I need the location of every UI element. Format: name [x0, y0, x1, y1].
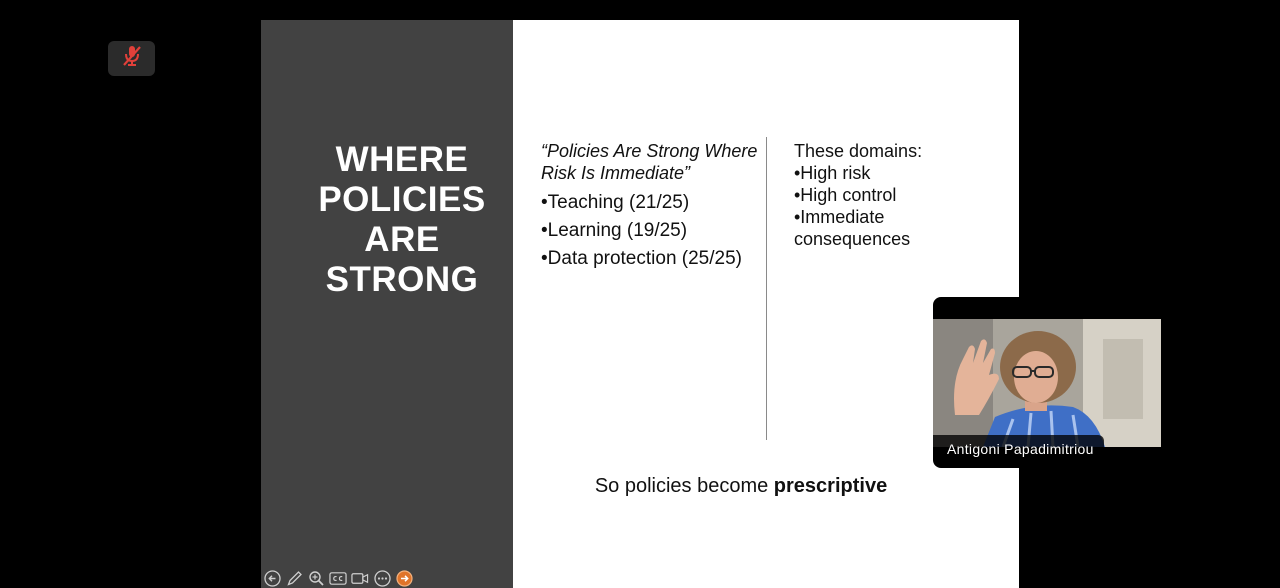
column-divider — [766, 137, 767, 440]
domains-heading: These domains: — [794, 141, 923, 161]
slide-title — [261, 140, 543, 300]
slide-conclusion — [531, 475, 951, 498]
slide-title-line: POLICIES — [318, 180, 486, 219]
participant-video-feed — [933, 319, 1161, 447]
domain-item: •High risk — [794, 163, 871, 183]
captions-icon[interactable] — [329, 569, 347, 587]
conclusion-text: So policies become — [594, 475, 774, 497]
video-icon[interactable] — [351, 569, 369, 587]
more-icon[interactable] — [373, 569, 391, 587]
domain-item: •High control — [794, 185, 897, 205]
slide-title-panel — [261, 20, 513, 588]
zoom-icon[interactable] — [307, 569, 325, 587]
slide-title-line: WHERE — [335, 140, 469, 179]
slide-title-line: ARE — [364, 220, 440, 259]
evidence-column — [541, 140, 761, 273]
participant-video-tile[interactable] — [933, 297, 1161, 468]
conclusion-emphasis: prescriptive — [773, 475, 888, 497]
evidence-item: •Teaching (21/25) — [541, 192, 690, 213]
presentation-slide — [261, 20, 1019, 588]
domain-item: •Immediate consequences — [794, 207, 911, 249]
participant-name: Antigoni Papadimitriou — [933, 435, 1104, 463]
slide-toolbar — [261, 568, 413, 588]
participant-video-image — [933, 319, 1161, 447]
pen-icon[interactable] — [285, 569, 303, 587]
evidence-item: •Data protection (25/25) — [541, 248, 742, 269]
forward-arrow-icon[interactable] — [395, 569, 413, 587]
mute-indicator[interactable] — [108, 41, 155, 76]
microphone-muted-icon — [119, 43, 145, 74]
evidence-item: •Learning (19/25) — [541, 220, 688, 241]
slide-title-line: STRONG — [325, 260, 479, 299]
back-arrow-icon[interactable] — [263, 569, 281, 587]
domains-column — [794, 140, 994, 250]
slide-quote: “Policies Are Strong Where Risk Is Immediate” — [541, 141, 758, 183]
